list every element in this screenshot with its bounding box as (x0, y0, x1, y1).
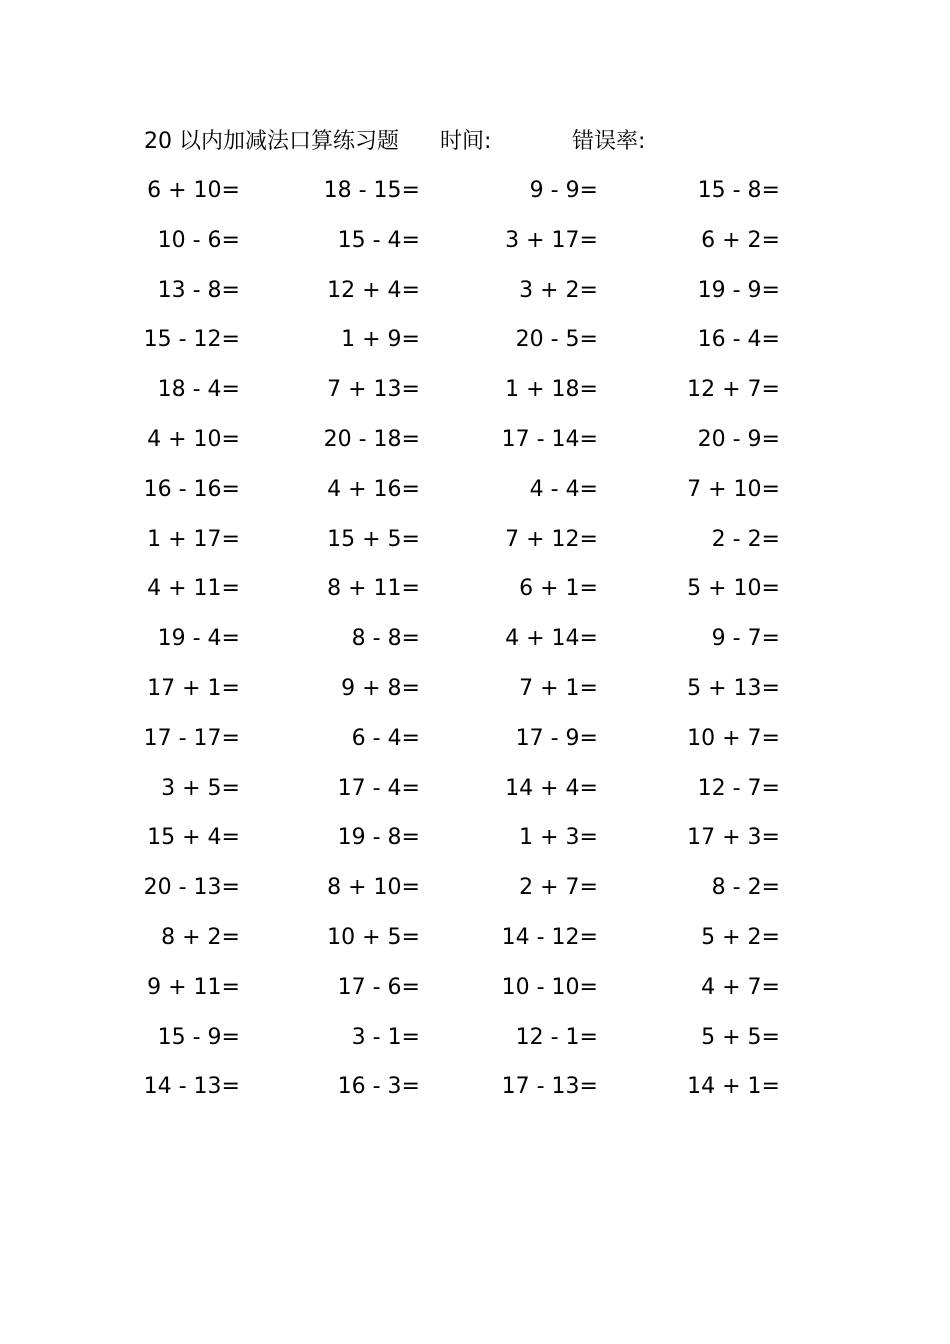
problem-item: 5 + 5= (701, 1024, 780, 1050)
problem-item: 19 - 4= (157, 626, 240, 652)
problem-row (0, 721, 950, 771)
problem-item: 2 + 7= (519, 875, 598, 901)
problem-item: 17 - 17= (143, 725, 240, 751)
problem-row (0, 223, 950, 273)
problem-row (0, 820, 950, 870)
problem-item: 6 + 1= (519, 576, 598, 602)
problem-item: 20 - 9= (697, 426, 780, 452)
problem-item: 17 - 6= (337, 974, 420, 1000)
problem-item: 7 + 1= (519, 675, 598, 701)
problem-row (0, 322, 950, 372)
problem-item: 12 - 1= (515, 1024, 598, 1050)
problem-item: 19 - 9= (697, 277, 780, 303)
error-rate-label: 错误率: (572, 129, 646, 154)
problem-item: 8 - 8= (351, 626, 420, 652)
problem-item: 6 + 2= (701, 227, 780, 253)
problem-item: 3 + 2= (519, 277, 598, 303)
problem-item: 4 + 10= (147, 426, 240, 452)
problem-item: 18 - 15= (323, 178, 420, 203)
problem-item: 3 + 17= (505, 227, 598, 253)
problem-item: 16 - 16= (143, 476, 240, 502)
problem-item: 18 - 4= (157, 377, 240, 403)
problem-item: 6 + 10= (147, 178, 240, 203)
problem-row (0, 920, 950, 970)
problem-row (0, 372, 950, 422)
problem-item: 5 + 10= (687, 576, 780, 602)
problem-item: 17 - 9= (515, 725, 598, 751)
problem-item: 8 + 10= (327, 875, 420, 901)
problem-item: 15 - 8= (697, 178, 780, 203)
problem-row (0, 472, 950, 522)
problem-row (0, 1020, 950, 1070)
problem-item: 10 + 5= (327, 924, 420, 950)
time-label: 时间: (440, 129, 492, 154)
problem-item: 12 + 7= (687, 377, 780, 403)
problem-item: 3 + 5= (161, 775, 240, 801)
problem-item: 3 - 1= (351, 1024, 420, 1050)
problem-row (0, 870, 950, 920)
problem-row (0, 571, 950, 621)
problem-item: 5 + 13= (687, 675, 780, 701)
problem-item: 4 + 11= (147, 576, 240, 602)
problem-row (0, 671, 950, 721)
problem-item: 14 + 4= (505, 775, 598, 801)
problem-item: 17 - 14= (501, 426, 598, 452)
problem-grid (0, 173, 950, 1119)
problem-item: 15 - 9= (157, 1024, 240, 1050)
problem-item: 9 - 9= (529, 178, 598, 203)
problem-item: 7 + 10= (687, 476, 780, 502)
problem-item: 4 + 16= (327, 476, 420, 502)
problem-item: 16 - 3= (337, 1074, 420, 1100)
problem-item: 1 + 9= (341, 327, 420, 353)
problem-row (0, 273, 950, 323)
problem-item: 9 + 11= (147, 974, 240, 1000)
problem-item: 15 + 5= (327, 526, 420, 552)
problem-item: 9 - 7= (711, 626, 780, 652)
problem-item: 1 + 3= (519, 825, 598, 851)
problem-item: 10 - 6= (157, 227, 240, 253)
problem-item: 4 + 7= (701, 974, 780, 1000)
problem-item: 20 - 5= (515, 327, 598, 353)
problem-item: 15 - 12= (143, 327, 240, 353)
problem-item: 16 - 4= (697, 327, 780, 353)
problem-row (0, 422, 950, 472)
problem-item: 17 + 1= (147, 675, 240, 701)
problem-item: 14 - 12= (501, 924, 598, 950)
problem-row (0, 771, 950, 821)
problem-item: 13 - 8= (157, 277, 240, 303)
problem-item: 19 - 8= (337, 825, 420, 851)
problem-item: 2 - 2= (711, 526, 780, 552)
problem-item: 17 + 3= (687, 825, 780, 851)
problem-item: 17 - 4= (337, 775, 420, 801)
problem-item: 8 + 2= (161, 924, 240, 950)
problem-item: 5 + 2= (701, 924, 780, 950)
problem-item: 1 + 17= (147, 526, 240, 552)
problem-item: 15 + 4= (147, 825, 240, 851)
problem-item: 15 - 4= (337, 227, 420, 253)
problem-item: 14 - 13= (143, 1074, 240, 1100)
problem-item: 17 - 13= (501, 1074, 598, 1100)
problem-item: 12 + 4= (327, 277, 420, 303)
problem-item: 6 - 4= (351, 725, 420, 751)
problem-row (0, 621, 950, 671)
problem-item: 8 - 2= (711, 875, 780, 901)
problem-item: 1 + 18= (505, 377, 598, 403)
problem-item: 10 + 7= (687, 725, 780, 751)
problem-row (0, 970, 950, 1020)
problem-item: 9 + 8= (341, 675, 420, 701)
problem-row (0, 522, 950, 572)
problem-item: 20 - 18= (323, 426, 420, 452)
problem-item: 10 - 10= (501, 974, 598, 1000)
problem-item: 4 - 4= (529, 476, 598, 502)
problem-row (0, 1069, 950, 1119)
problem-item: 4 + 14= (505, 626, 598, 652)
problem-item: 8 + 11= (327, 576, 420, 602)
page-title: 20 以内加减法口算练习题 (144, 129, 399, 154)
problem-item: 7 + 13= (327, 377, 420, 403)
problem-item: 20 - 13= (143, 875, 240, 901)
problem-row (0, 173, 950, 223)
problem-item: 7 + 12= (505, 526, 598, 552)
problem-item: 14 + 1= (687, 1074, 780, 1100)
problem-item: 12 - 7= (697, 775, 780, 801)
